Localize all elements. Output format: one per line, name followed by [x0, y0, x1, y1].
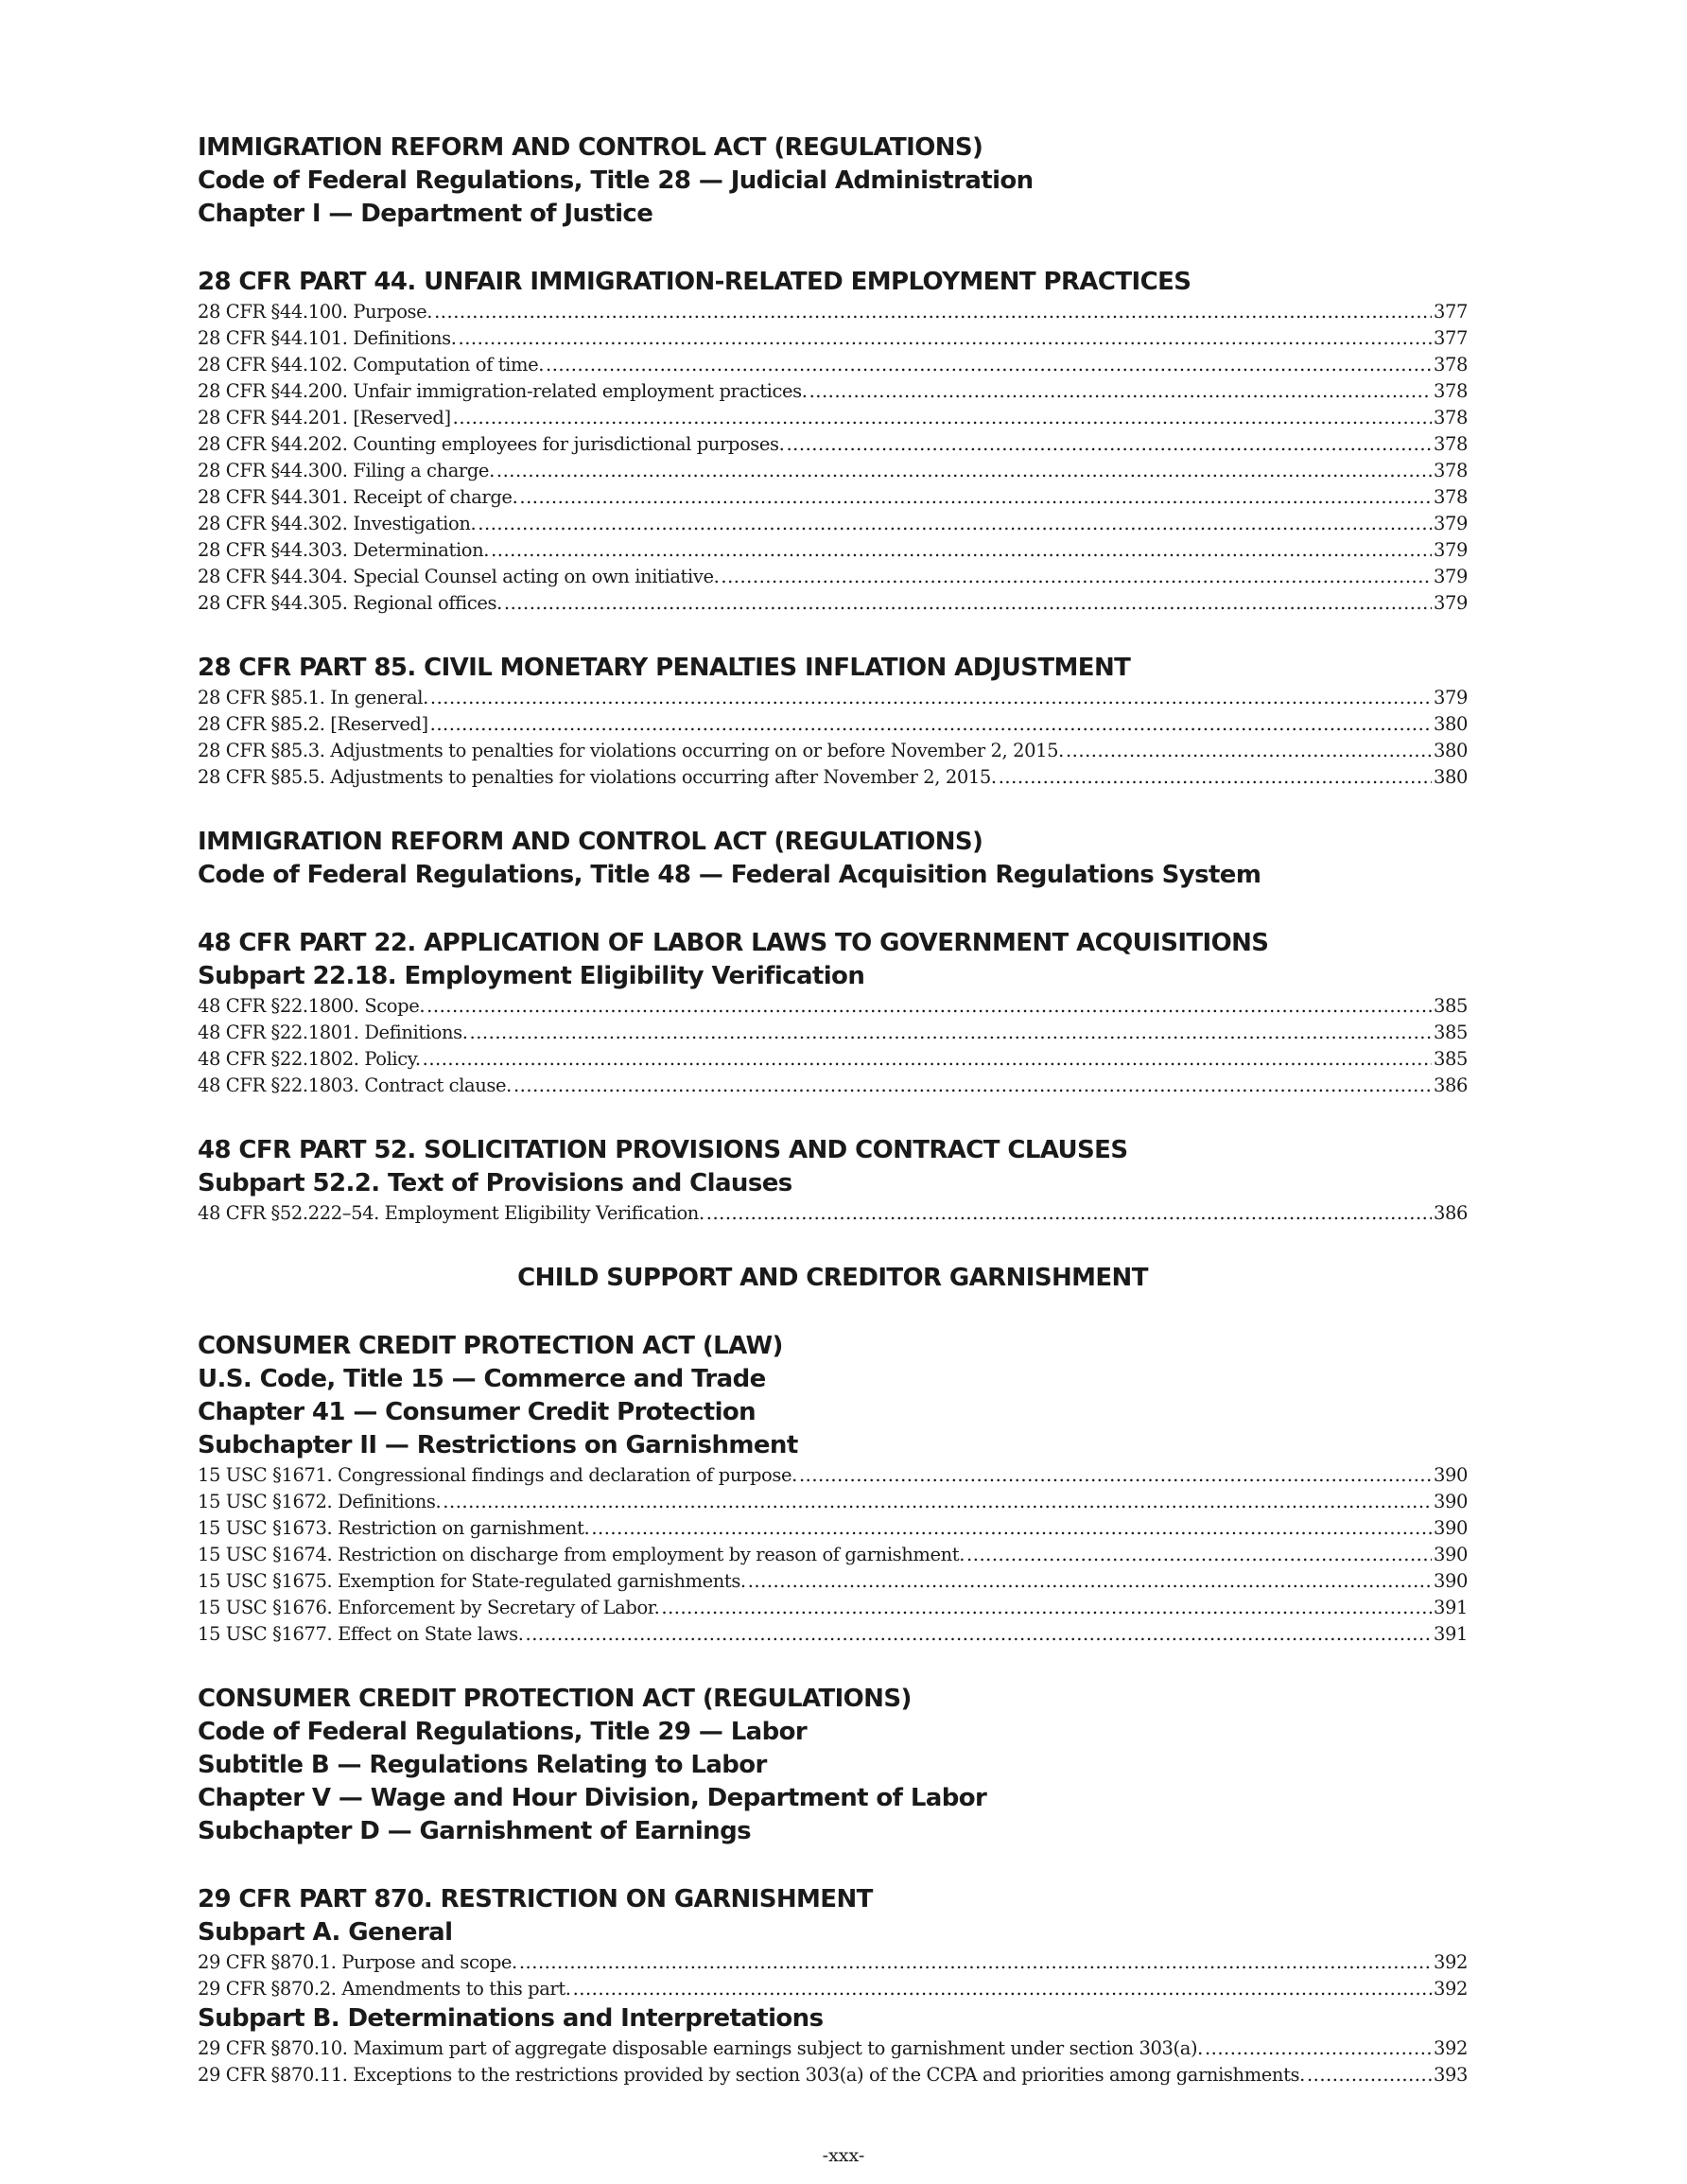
- dot-leader: [443, 1489, 1432, 1515]
- entry-page-number: 379: [1433, 539, 1468, 561]
- entry-page-number: 390: [1433, 1544, 1468, 1565]
- dot-leader: [1205, 2035, 1432, 2062]
- dot-leader: [721, 564, 1432, 590]
- toc-entry[interactable]: [198, 484, 1468, 511]
- entry-page-number: 380: [1433, 713, 1468, 735]
- section-subheading: Subchapter D — Garnishment of Earnings: [198, 1817, 751, 1845]
- entry-page-number: 390: [1433, 1517, 1468, 1539]
- dot-leader: [459, 325, 1432, 352]
- section-heading: 28 CFR PART 44. UNFAIR IMMIGRATION-RELATED EMPLOYMENT PRACTICES: [198, 268, 1191, 296]
- dot-leader: [706, 1200, 1432, 1227]
- toc-entry[interactable]: [198, 1568, 1468, 1595]
- toc-entry[interactable]: [198, 1200, 1468, 1227]
- entry-title: 29 CFR §870.10. Maximum part of aggregate disposable earnings subject to garnishment under section 303(a).: [198, 2037, 1203, 2059]
- entry-title: 15 USC §1676. Enforcement by Secretary of Labor.: [198, 1597, 660, 1618]
- entry-title: 15 USC §1675. Exemption for State-regulated garnishments.: [198, 1570, 746, 1592]
- entry-title: 29 CFR §870.2. Amendments to this part.: [198, 1978, 571, 2000]
- entry-page-number: 391: [1433, 1623, 1468, 1645]
- toc-section: [198, 2002, 1468, 2088]
- entry-title: 15 USC §1672. Definitions.: [198, 1491, 442, 1512]
- toc-entry[interactable]: [198, 325, 1468, 352]
- toc-entry[interactable]: [198, 1542, 1468, 1568]
- dot-leader: [999, 764, 1432, 791]
- toc-entry[interactable]: [198, 378, 1468, 405]
- toc-section: [198, 1330, 1468, 1648]
- toc-entry[interactable]: [198, 685, 1468, 711]
- entry-title: 28 CFR §44.302. Investigation.: [198, 513, 477, 534]
- entry-page-number: 377: [1433, 327, 1468, 349]
- toc-entry[interactable]: [198, 564, 1468, 590]
- entry-title: 15 USC §1671. Congressional findings and declaration of purpose.: [198, 1464, 797, 1486]
- entry-title: 48 CFR §22.1802. Policy.: [198, 1048, 421, 1070]
- dot-leader: [573, 1976, 1432, 2002]
- entry-title: 28 CFR §85.1. In general.: [198, 687, 428, 708]
- dot-leader: [786, 431, 1432, 458]
- entry-title: 48 CFR §22.1803. Contract clause.: [198, 1075, 512, 1096]
- section-heading: Subpart B. Determinations and Interpretations: [198, 2004, 824, 2033]
- entry-title: 48 CFR §22.1800. Scope.: [198, 995, 426, 1017]
- entry-title: 28 CFR §44.202. Counting employees for jurisdictional purposes.: [198, 433, 785, 455]
- entry-page-number: 385: [1433, 1022, 1468, 1043]
- entry-title: 28 CFR §44.304. Special Counsel acting on own initiative.: [198, 566, 720, 587]
- entry-title: 28 CFR §44.101. Definitions.: [198, 327, 457, 349]
- entry-page-number: 391: [1433, 1597, 1468, 1618]
- toc-section: [198, 266, 1468, 617]
- section-subheading: Subpart 22.18. Employment Eligibility Verification: [198, 962, 865, 990]
- dot-leader: [430, 685, 1432, 711]
- page-number: -xxx-: [822, 2145, 865, 2166]
- section-heading: CONSUMER CREDIT PROTECTION ACT (REGULATIONS): [198, 1685, 912, 1713]
- section-heading: 48 CFR PART 52. SOLICITATION PROVISIONS AND CONTRACT CLAUSES: [198, 1136, 1128, 1164]
- dot-leader: [453, 405, 1432, 431]
- section-heading: 28 CFR PART 85. CIVIL MONETARY PENALTIES INFLATION ADJUSTMENT: [198, 654, 1131, 682]
- dot-leader: [430, 711, 1432, 738]
- toc-entry[interactable]: [198, 299, 1468, 325]
- entry-page-number: 378: [1433, 460, 1468, 481]
- section-subheading: Subchapter II — Restrictions on Garnishment: [198, 1431, 798, 1459]
- toc-entry[interactable]: [198, 431, 1468, 458]
- entry-title: 48 CFR §22.1801. Definitions.: [198, 1022, 468, 1043]
- toc-entry[interactable]: [198, 1462, 1468, 1489]
- dot-leader: [519, 484, 1432, 511]
- entry-page-number: 378: [1433, 407, 1468, 428]
- entry-title: 28 CFR §44.100. Purpose.: [198, 301, 433, 323]
- entry-page-number: 392: [1433, 2037, 1468, 2059]
- dot-leader: [504, 590, 1432, 617]
- table-of-contents: [198, 131, 1468, 2088]
- entry-title: 28 CFR §44.300. Filing a charge.: [198, 460, 495, 481]
- section-subheading: Code of Federal Regulations, Title 48 — Federal Acquisition Regulations System: [198, 861, 1261, 889]
- toc-entry[interactable]: [198, 1515, 1468, 1542]
- section-heading: IMMIGRATION REFORM AND CONTROL ACT (REGULATIONS): [198, 828, 983, 856]
- dot-leader: [966, 1542, 1432, 1568]
- entry-title: 28 CFR §85.5. Adjustments to penalties for violations occurring after November 2, 2015.: [198, 766, 997, 788]
- dot-leader: [546, 352, 1432, 378]
- entry-title: 28 CFR §44.201. [Reserved]: [198, 407, 451, 428]
- entry-title: 15 USC §1677. Effect on State laws.: [198, 1623, 524, 1645]
- entry-page-number: 378: [1433, 380, 1468, 402]
- toc-entry[interactable]: [198, 1020, 1468, 1046]
- toc-section: [198, 927, 1468, 1099]
- entry-page-number: 392: [1433, 1951, 1468, 1973]
- toc-entry[interactable]: [198, 1595, 1468, 1621]
- dot-leader: [748, 1568, 1432, 1595]
- section-subheading: Code of Federal Regulations, Title 29 — Labor: [198, 1718, 808, 1746]
- entry-page-number: 378: [1433, 433, 1468, 455]
- dot-leader: [423, 1046, 1432, 1073]
- section-subheading: Subpart A. General: [198, 1918, 453, 1947]
- toc-entry[interactable]: [198, 1976, 1468, 2002]
- toc-entry[interactable]: [198, 1073, 1468, 1099]
- section-subheading: Subpart 52.2. Text of Provisions and Clauses: [198, 1169, 792, 1197]
- toc-entry[interactable]: [198, 458, 1468, 484]
- dot-leader: [426, 993, 1432, 1020]
- dot-leader: [661, 1595, 1432, 1621]
- toc-entry[interactable]: [198, 1046, 1468, 1073]
- dot-leader: [799, 1462, 1432, 1489]
- entry-page-number: 379: [1433, 687, 1468, 708]
- entry-title: 28 CFR §44.305. Regional offices.: [198, 592, 502, 614]
- toc-entry[interactable]: [198, 405, 1468, 431]
- dot-leader: [491, 537, 1432, 564]
- toc-section: [198, 826, 1468, 892]
- toc-entry[interactable]: [198, 511, 1468, 537]
- toc-entry[interactable]: [198, 537, 1468, 564]
- entry-title: 28 CFR §44.303. Determination.: [198, 539, 490, 561]
- toc-section: [198, 1683, 1468, 1848]
- section-subheading: Subtitle B — Regulations Relating to Labor: [198, 1751, 767, 1779]
- entry-title: 48 CFR §52.222–54. Employment Eligibility Verification.: [198, 1202, 704, 1224]
- toc-entry[interactable]: [198, 993, 1468, 1020]
- toc-section: [198, 131, 1468, 231]
- toc-section: [198, 1262, 1468, 1295]
- entry-page-number: 377: [1433, 301, 1468, 323]
- entry-page-number: 385: [1433, 1048, 1468, 1070]
- dot-leader: [434, 299, 1432, 325]
- entry-title: 28 CFR §85.3. Adjustments to penalties for violations occurring on or before November 2, 2015.: [198, 740, 1064, 761]
- section-heading: CHILD SUPPORT AND CREDITOR GARNISHMENT: [517, 1264, 1148, 1292]
- toc-entry[interactable]: [198, 1489, 1468, 1515]
- dot-leader: [519, 1949, 1432, 1976]
- dot-leader: [496, 458, 1432, 484]
- toc-entry[interactable]: [198, 352, 1468, 378]
- toc-entry[interactable]: [198, 1621, 1468, 1648]
- section-heading: 48 CFR PART 22. APPLICATION OF LABOR LAWS TO GOVERNMENT ACQUISITIONS: [198, 929, 1269, 957]
- toc-entry[interactable]: [198, 2035, 1468, 2062]
- entry-page-number: 385: [1433, 995, 1468, 1017]
- toc-entry[interactable]: [198, 738, 1468, 764]
- entry-page-number: 392: [1433, 1978, 1468, 2000]
- entry-page-number: 380: [1433, 740, 1468, 761]
- dot-leader: [470, 1020, 1432, 1046]
- entry-page-number: 379: [1433, 566, 1468, 587]
- entry-page-number: 379: [1433, 513, 1468, 534]
- toc-entry[interactable]: [198, 711, 1468, 738]
- entry-page-number: 378: [1433, 354, 1468, 376]
- entry-page-number: 393: [1433, 2064, 1468, 2086]
- entry-page-number: 379: [1433, 592, 1468, 614]
- toc-entry[interactable]: [198, 2062, 1468, 2088]
- dot-leader: [591, 1515, 1432, 1542]
- dot-leader: [513, 1073, 1432, 1099]
- section-heading: IMMIGRATION REFORM AND CONTROL ACT (REGULATIONS): [198, 133, 983, 162]
- section-subheading: Chapter 41 — Consumer Credit Protection: [198, 1398, 757, 1426]
- toc-section: [198, 1883, 1468, 2002]
- section-subheading: Code of Federal Regulations, Title 28 — Judicial Administration: [198, 166, 1034, 195]
- entry-page-number: 378: [1433, 486, 1468, 508]
- dot-leader: [809, 378, 1432, 405]
- entry-page-number: 390: [1433, 1464, 1468, 1486]
- dot-leader: [526, 1621, 1432, 1648]
- entry-title: 15 USC §1673. Restriction on garnishment.: [198, 1517, 590, 1539]
- entry-title: 15 USC §1674. Restriction on discharge from employment by reason of garnishment.: [198, 1544, 965, 1565]
- entry-title: 28 CFR §44.301. Receipt of charge.: [198, 486, 518, 508]
- entry-page-number: 386: [1433, 1075, 1468, 1096]
- entry-title: 29 CFR §870.11. Exceptions to the restrictions provided by section 303(a) of the CCPA and priorities among garnishments.: [198, 2064, 1305, 2086]
- dot-leader: [478, 511, 1432, 537]
- entry-title: 28 CFR §44.102. Computation of time.: [198, 354, 545, 376]
- entry-title: 29 CFR §870.1. Purpose and scope.: [198, 1951, 517, 1973]
- entry-page-number: 386: [1433, 1202, 1468, 1224]
- toc-entry[interactable]: [198, 590, 1468, 617]
- entry-page-number: 390: [1433, 1491, 1468, 1512]
- section-subheading: Chapter I — Department of Justice: [198, 200, 653, 228]
- entry-page-number: 390: [1433, 1570, 1468, 1592]
- dot-leader: [1066, 738, 1432, 764]
- entry-title: 28 CFR §44.200. Unfair immigration-related employment practices.: [198, 380, 808, 402]
- section-heading: CONSUMER CREDIT PROTECTION ACT (LAW): [198, 1332, 783, 1360]
- toc-entry[interactable]: [198, 1949, 1468, 1976]
- toc-entry[interactable]: [198, 764, 1468, 791]
- toc-section: [198, 1134, 1468, 1227]
- section-heading: 29 CFR PART 870. RESTRICTION ON GARNISHMENT: [198, 1885, 873, 1913]
- section-subheading: Chapter V — Wage and Hour Division, Department of Labor: [198, 1784, 987, 1812]
- dot-leader: [1307, 2062, 1432, 2088]
- toc-section: [198, 652, 1468, 791]
- section-subheading: U.S. Code, Title 15 — Commerce and Trade: [198, 1365, 766, 1393]
- entry-page-number: 380: [1433, 766, 1468, 788]
- entry-title: 28 CFR §85.2. [Reserved]: [198, 713, 428, 735]
